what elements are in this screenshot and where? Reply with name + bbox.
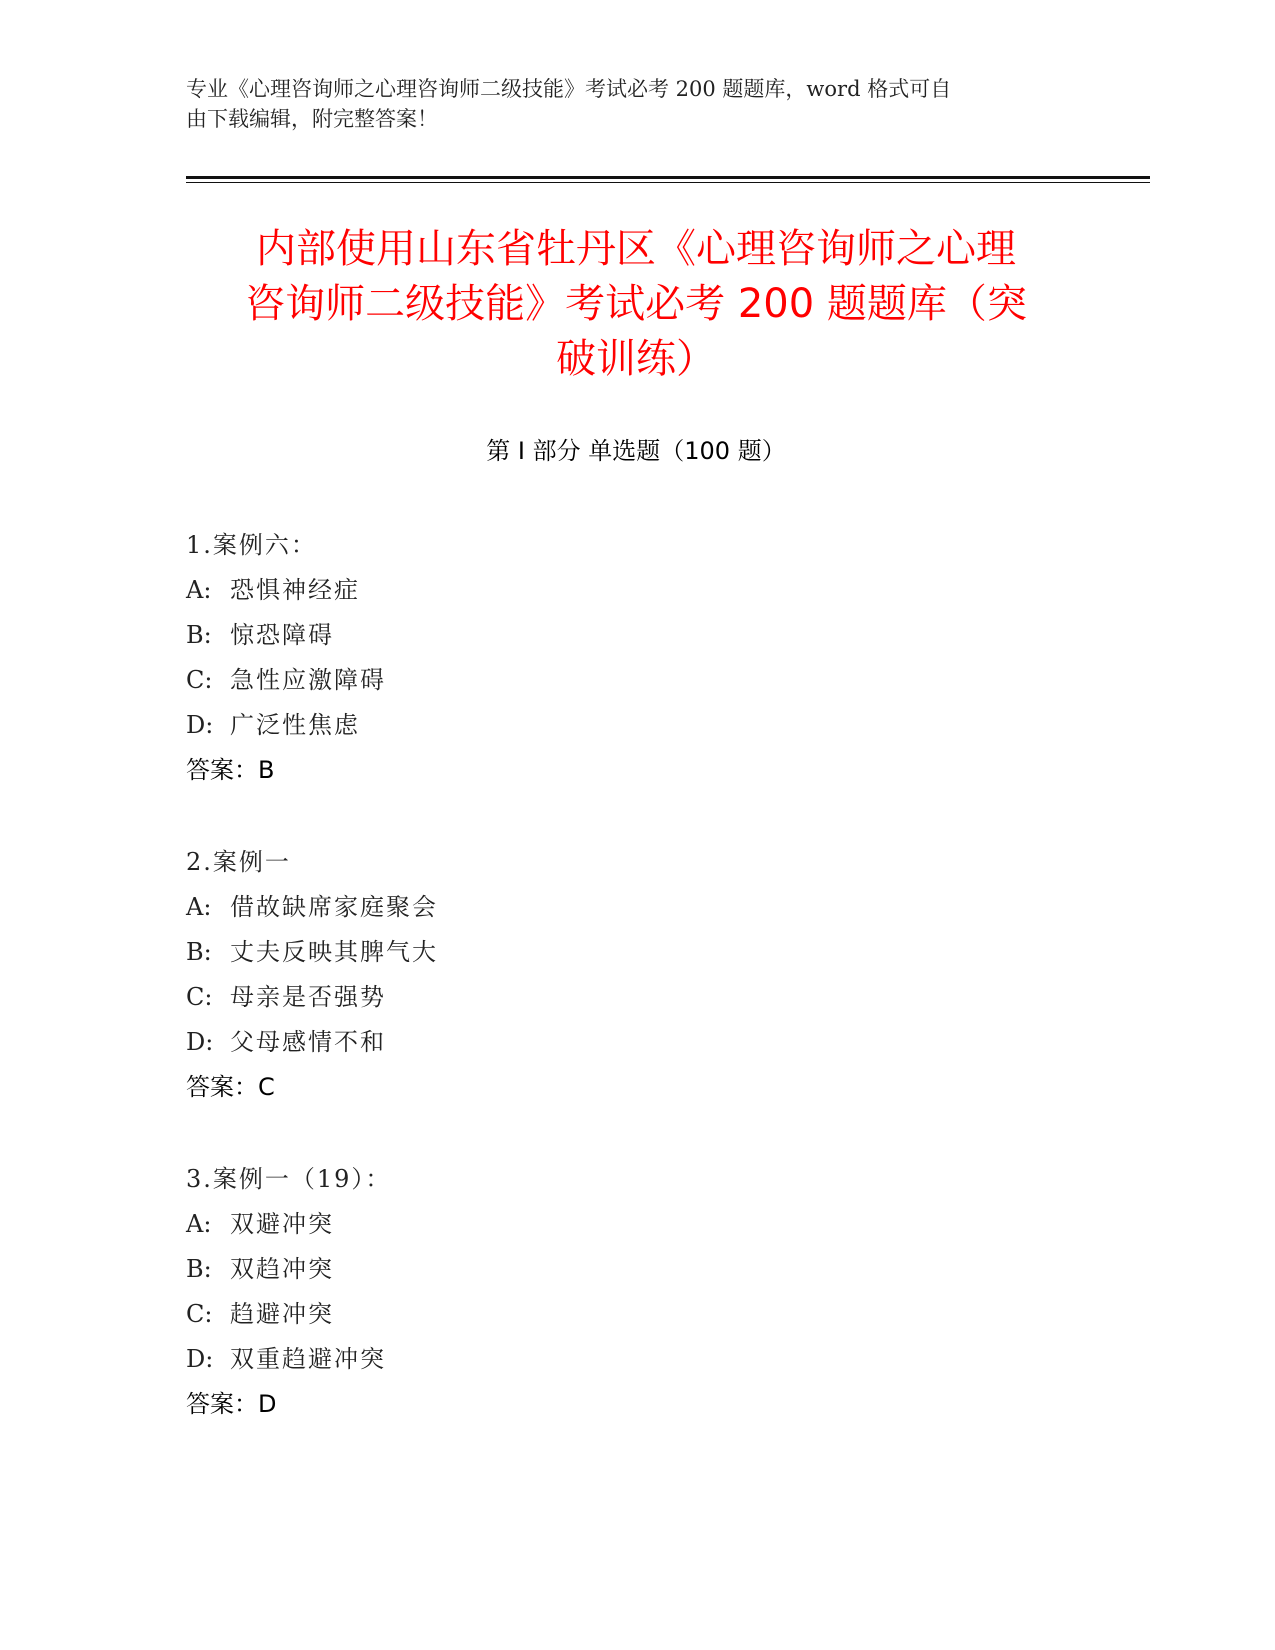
- answer-line: 答案：D: [186, 1390, 277, 1418]
- section-heading: 第 I 部分 单选题（100 题）: [486, 437, 786, 465]
- option-letter: D:: [186, 711, 214, 739]
- option-letter: D:: [186, 1345, 214, 1373]
- option-a: [186, 568, 886, 613]
- option-letter: B:: [186, 938, 212, 966]
- option-text: 借故缺席家庭聚会: [230, 893, 438, 921]
- option-c: [186, 1292, 886, 1337]
- title-line-1: 内部使用山东省牡丹区《心理咨询师之心理: [256, 226, 1016, 272]
- header-divider-thin: [186, 182, 1150, 183]
- intro-line-2: 由下载编辑，附完整答案！: [186, 107, 438, 131]
- option-b: [186, 1247, 886, 1292]
- question-2: [186, 840, 886, 1110]
- option-letter: B:: [186, 1255, 212, 1283]
- option-d: [186, 703, 886, 748]
- option-d: [186, 1337, 886, 1382]
- option-c: [186, 975, 886, 1020]
- option-text: 双重趋避冲突: [230, 1345, 386, 1373]
- question-stem: 2.案例一: [186, 848, 291, 876]
- option-b: [186, 930, 886, 975]
- option-d: [186, 1020, 886, 1065]
- header-divider-thick: [186, 176, 1150, 179]
- option-letter: A:: [186, 1210, 212, 1238]
- option-text: 父母感情不和: [230, 1028, 386, 1056]
- option-letter: D:: [186, 1028, 214, 1056]
- option-c: [186, 658, 886, 703]
- option-text: 母亲是否强势: [230, 983, 386, 1011]
- intro-line-1: 专业《心理咨询师之心理咨询师二级技能》考试必考 200 题题库，word 格式可自: [186, 77, 952, 101]
- option-letter: A:: [186, 893, 212, 921]
- option-letter: C:: [186, 1300, 213, 1328]
- question-3: [186, 1157, 886, 1427]
- option-text: 广泛性焦虑: [230, 711, 360, 739]
- answer-line: 答案：B: [186, 756, 275, 784]
- title-line-3: 破训练）: [556, 336, 716, 382]
- title-line-2: 咨询师二级技能》考试必考 200 题题库（突: [245, 281, 1027, 327]
- question-1: [186, 523, 886, 793]
- option-text: 双趋冲突: [230, 1255, 334, 1283]
- option-a: [186, 1202, 886, 1247]
- intro-text: [186, 74, 1066, 134]
- option-text: 恐惧神经症: [230, 576, 360, 604]
- option-a: [186, 885, 886, 930]
- question-stem: 1.案例六：: [186, 531, 317, 559]
- option-letter: C:: [186, 666, 213, 694]
- option-text: 急性应激障碍: [230, 666, 386, 694]
- question-stem: 3.案例一（19）：: [186, 1165, 392, 1193]
- option-text: 丈夫反映其脾气大: [230, 938, 438, 966]
- option-letter: A:: [186, 576, 212, 604]
- option-letter: B:: [186, 621, 212, 649]
- option-b: [186, 613, 886, 658]
- answer-line: 答案：C: [186, 1073, 275, 1101]
- option-text: 双避冲突: [230, 1210, 334, 1238]
- document-title: [186, 222, 1086, 387]
- option-text: 趋避冲突: [230, 1300, 334, 1328]
- option-text: 惊恐障碍: [230, 621, 334, 649]
- option-letter: C:: [186, 983, 213, 1011]
